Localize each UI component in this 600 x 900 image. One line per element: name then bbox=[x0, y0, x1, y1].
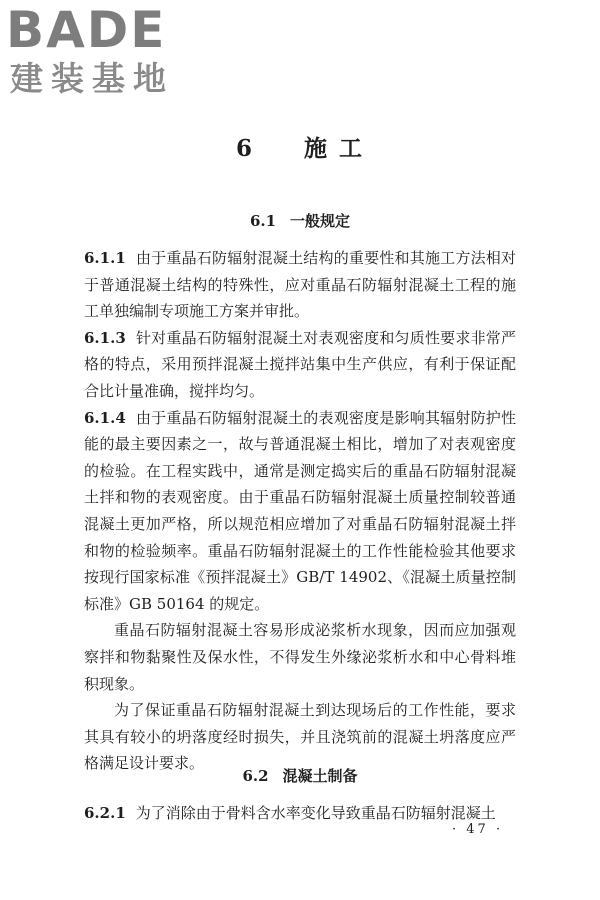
clause-number: 6.2.1 bbox=[84, 804, 126, 822]
clause-body: 由于重晶石防辐射混凝土的表观密度是影响其辐射防护性能的最主要因素之一，故与普通混凝土相比，增加了对表观密度的检验。在工程实践中，通常是测定捣实后的重晶石防辐射混凝土拌和物的表观密度。由于重晶石防辐射混凝土质量控制较普通混凝土更加严格，所以规范相应增加了对重晶石防辐射混凝土拌和物的检验频率。重晶石防辐射混凝土的工作性能检验其他要求按现行国家标准《预拌混凝土》GB/T 14902、《混凝土质量控制标准》GB 50164 的规定。 bbox=[84, 408, 516, 613]
clause-body: 由于重晶石防辐射混凝土结构的重要性和其施工方法相对于普通混凝土结构的特殊性，应对重晶石防辐射混凝土工程的施工单独编制专项施工方案并审批。 bbox=[84, 249, 516, 321]
bade-logo bbox=[6, 2, 181, 102]
logo-wordmark: BADE bbox=[6, 1, 167, 59]
clause-number: 6.1.3 bbox=[84, 328, 126, 347]
chapter-title: 施 工 bbox=[304, 135, 365, 162]
clause-number: 6.1.4 bbox=[84, 408, 126, 427]
section-number: 6.1 bbox=[249, 212, 277, 230]
section-number: 6.2 bbox=[242, 767, 269, 785]
clause-body: 针对重晶石防辐射混凝土对表观密度和匀质性要求非常严格的特点，采用预拌混凝土搅拌站集中生产供应，有利于保证配合比计量准确，搅拌均匀。 bbox=[84, 328, 516, 400]
clause-text-block bbox=[84, 245, 516, 777]
clause-6-1-3 bbox=[84, 325, 516, 405]
chapter-number: 6 bbox=[235, 135, 254, 162]
section-heading-6-1 bbox=[0, 210, 600, 231]
clause-6-1-1 bbox=[84, 245, 516, 325]
section-title: 一般规定 bbox=[290, 212, 351, 230]
section-heading-6-2 bbox=[0, 765, 600, 786]
logo-subtitle: 建装基地 bbox=[10, 59, 174, 98]
clause-6-1-4 bbox=[84, 405, 516, 618]
paragraph: 为了保证重晶石防辐射混凝土到达现场后的工作性能，要求其具有较小的坍落度经时损失，并且浇筑前的混凝土坍落度应严格满足设计要求。 bbox=[84, 701, 516, 773]
clause-number: 6.1.1 bbox=[84, 249, 126, 267]
chapter-heading bbox=[0, 130, 600, 163]
page-number: · 47 · bbox=[452, 822, 504, 837]
paragraph: 重晶石防辐射混凝土容易形成泌浆析水现象，因而应加强观察拌和物黏聚性及保水性，不得发生外缘泌浆析水和中心骨料堆积现象。 bbox=[84, 621, 516, 693]
clause-body: 为了消除由于骨料含水率变化导致重晶石防辐射混凝土 bbox=[135, 804, 496, 822]
section-title: 混凝土制备 bbox=[282, 767, 358, 785]
